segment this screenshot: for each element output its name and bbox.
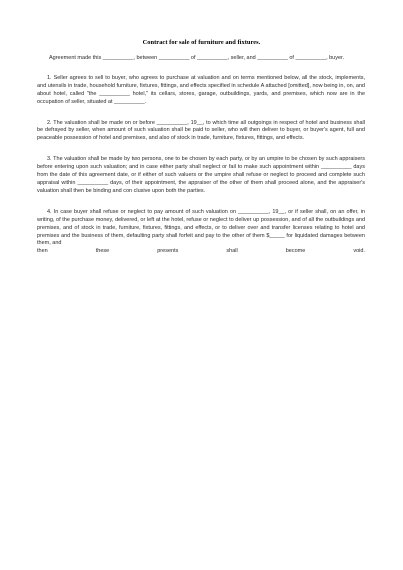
clause-3-paragraph: 3. The valuation shall be made by two persons, one to be chosen by each party, or by an umpire to be chosen by such appraisers before entering upon such valuation; and in case either party shall neglect or fail to make such appointment within __________ days from the date of this agreement date, or if either of such valuers or the umpire shall refuse or neglect to proceed and complete such appraisal within __________ days, of their appointment, the appraiser of the other of them shall proceed alone, and the appraiser's valuation shall then be binding and con clusive upon both the parties.	[37, 156, 365, 194]
clause-1-paragraph: 1. Seller agrees to sell to buyer, who agrees to purchase at valuation and on terms mentioned below, all the stock, implements, and utensils in trade, household furniture, fixtures, fittings, and effects specified in schedule A attached [omitted], now being in, on, and about hotel, called "the __________ hotel," its cellars, stores, garage, outbuildings, yards, and premises, which now are in the occupation of seller, situated at __________.	[37, 74, 365, 105]
clause-4-final-line	[37, 248, 365, 256]
final-word: void.	[353, 248, 365, 255]
final-word: presents	[157, 248, 179, 255]
clause-2-paragraph: 2. The valuation shall be made on or before __________, 19__, to which time all outgoings in respect of hotel and business shall be defrayed by seller, when amount of such valuation shall be paid to seller, who will then deliver to buyer, or buyer's agent, full and peaceable possession of hotel and premises, and also of stock in trade, furniture, fixtures, fittings, and effects.	[37, 119, 365, 142]
final-word: these	[95, 248, 110, 255]
final-word: become	[285, 248, 306, 255]
document-body	[37, 55, 365, 256]
final-word: shall	[226, 248, 238, 255]
clause-4-paragraph: 4. In case buyer shall refuse or neglect to pay amount of such valuation on __________, 19__, or if seller shall, on an offer, in writing, of the purchase money, delivered, or left at the hotel, refuse or neglect to deliver up possession, and of all the outbuildings and premises, and of stock in trade, furniture, fixtures, fittings, and effects, or to deliver over and transfer licenses relating to hotel and premises and the business of them, defaulting party shall forfeit and pay to the other of them $_____ for liquidated damages between them, and	[37, 208, 365, 247]
final-word: then	[37, 248, 48, 255]
document-title: Contract for sale of furniture and fixtures.	[142, 39, 261, 46]
agreement-intro-paragraph: Agreement made this __________, between __________ of __________, seller, and __________ of __________, buyer.	[49, 55, 345, 61]
